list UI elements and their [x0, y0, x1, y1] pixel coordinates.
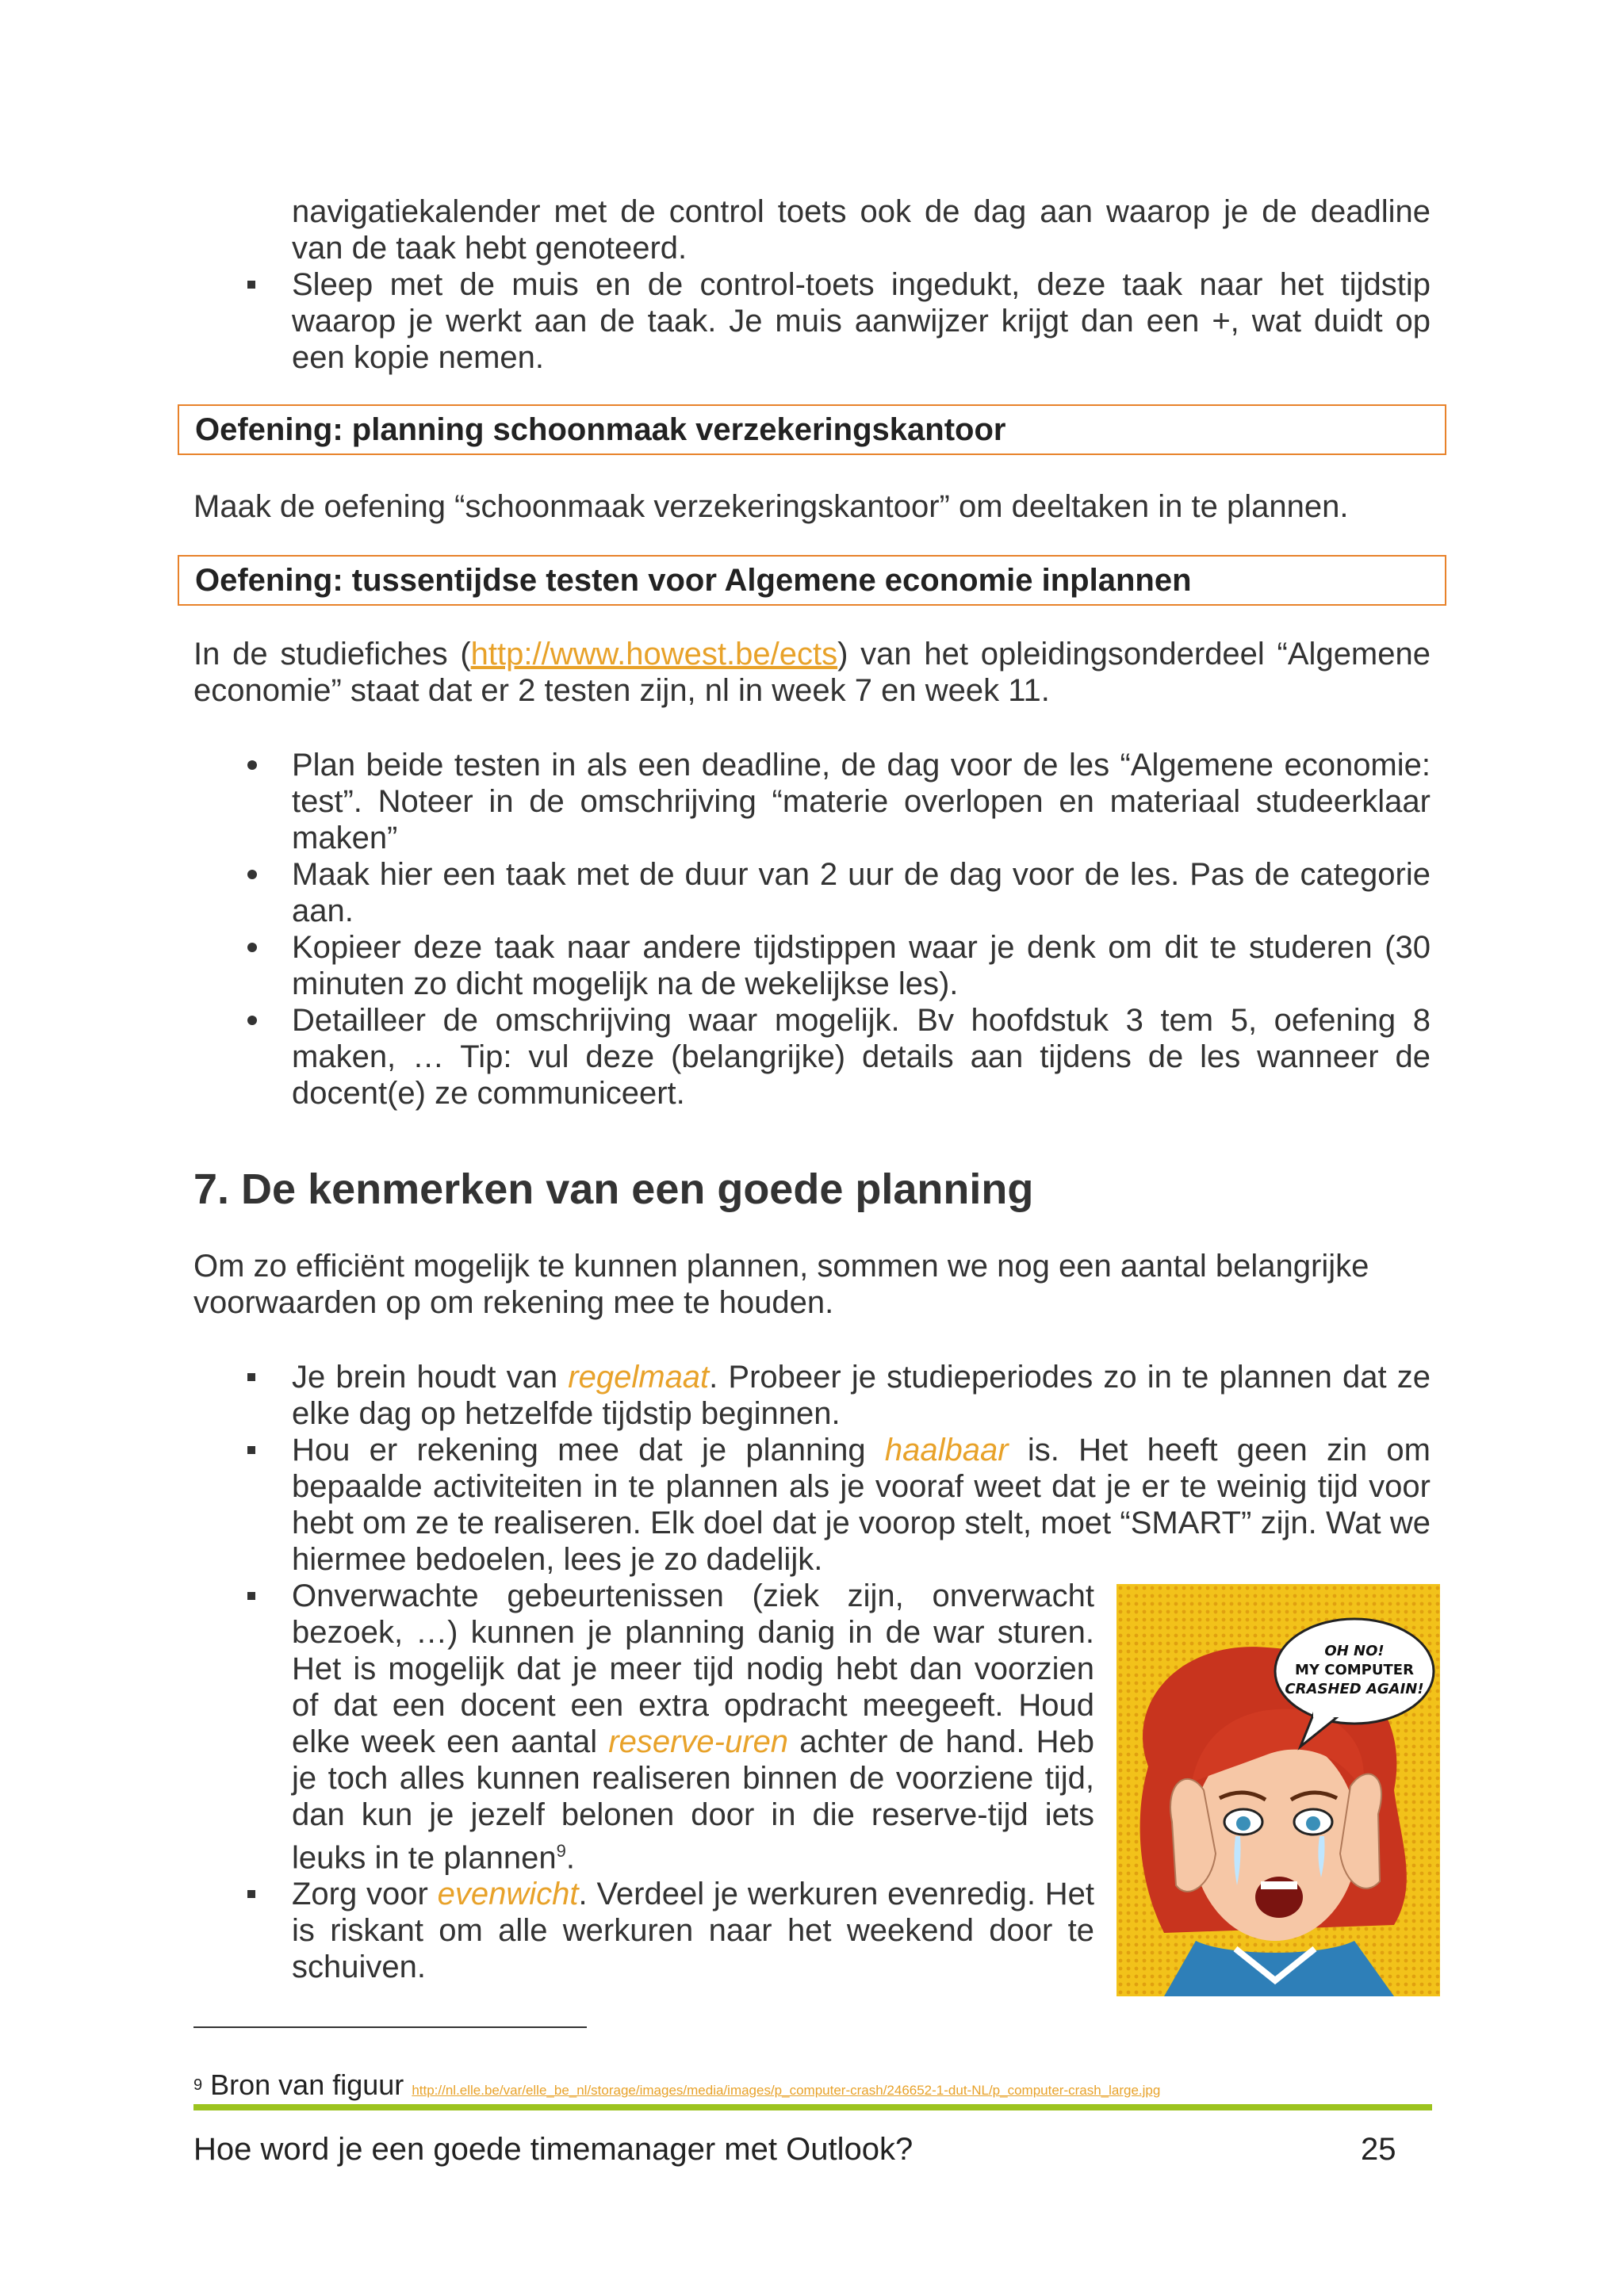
footnote-link[interactable]: http://nl.elle.be/var/elle_be_nl/storage/images/media/images/p_computer-crash/246652-1-dut-NL/p_computer-crash_large.jpg: [412, 2083, 1161, 2098]
section-intro: Om zo efficiënt mogelijk te kunnen plannen, sommen we nog een aantal belangrijke voorwaarden op om rekening mee te houden.: [193, 1249, 1369, 1320]
computer-crash-illustration: [1116, 1584, 1440, 1996]
section-list-narrow: [193, 1578, 1094, 1985]
list-item: Detailleer de omschrijving waar mogelijk. Bv hoofdstuk 3 tem 5, oefening 8 maken, … Tip: vul deze (belangrijke) details aan tijdens de les wanneer de docent(e) ze communiceert.: [193, 1002, 1431, 1112]
list-item: Onverwachte gebeurtenissen (ziek zijn, onverwacht bezoek, …) kunnen je planning danig in de war sturen. Het is mogelijk dat je meer tijd nodig hebt dan voorzien of dat een docent een extra opdracht meegeeft. Houd elke week een aantal reserve-uren achter de hand. Heb je toch alles kunnen realiseren binnen de voorziene tijd, dan kun je jezelf belonen door in die reserve-tijd iets leuks in te plannen$^9$.: [193, 1578, 1094, 1876]
list-item: Je brein houdt van regelmaat. Probeer je studieperiodes zo in te plannen dat ze elke dag op hetzelfde tijdstip beginnen.: [193, 1359, 1431, 1432]
section-list-wide: [193, 1359, 1431, 1578]
list-item: Hou er rekening mee dat je planning haalbaar is. Het heeft geen zin om bepaalde activiteiten in te plannen als je vooraf weet dat je er te weinig tijd voor hebt om ze te realiseren. Elk doel dat je voorop stelt, moet “SMART” zijn. Wat we hiermee bedoelen, lees je zo dadelijk.: [193, 1432, 1431, 1578]
list-item: Zorg voor evenwicht. Verdeel je werkuren evenredig. Het is riskant om alle werkuren naar het weekend door te schuiven.: [193, 1876, 1094, 1985]
top-list: [193, 193, 1431, 376]
bubble-line-3: CRASHED AGAIN!: [1285, 1681, 1424, 1697]
bubble-line-1: OH NO!: [1324, 1643, 1385, 1659]
section-heading: 7. De kenmerken van een goede planning: [193, 1165, 1034, 1213]
footer-bar: [193, 2104, 1432, 2110]
exercise-intro: In de studiefiches (http://www.howest.be/ects) van het opleidingsonderdeel “Algemene economie” staat dat er 2 testen zijn, nl in week 7 en week 11.: [193, 637, 1431, 708]
footnote-separator: [193, 2026, 587, 2028]
list-item: Plan beide testen in als een deadline, de dag voor de les “Algemene economie: test”. Noteer in de omschrijving “materie overlopen en materiaal studeerklaar maken”: [193, 747, 1431, 856]
list-item: navigatiekalender met de control toets ook de dag aan waarop je de deadline van de taak hebt genoteerd.: [292, 194, 1431, 266]
list-item: Kopieer deze taak naar andere tijdstippen waar je denk om dit te studeren (30 minuten zo dicht mogelijk na de wekelijkse les).: [193, 929, 1431, 1002]
exercise-title-box: Oefening: planning schoonmaak verzekeringskantoor: [178, 404, 1446, 455]
exercise-list: [193, 747, 1431, 1112]
bubble-line-2: MY COMPUTER: [1295, 1662, 1414, 1678]
footer-title: Hoe word je een goede timemanager met Outlook?: [193, 2132, 914, 2167]
page-number: 25: [1361, 2132, 1396, 2167]
exercise-body: Maak de oefening “schoonmaak verzekeringskantoor” om deeltaken in te plannen.: [193, 489, 1349, 524]
list-item: Maak hier een taak met de duur van 2 uur de dag voor de les. Pas de categorie aan.: [193, 856, 1431, 929]
exercise-title-box: Oefening: tussentijdse testen voor Algemene economie inplannen: [178, 555, 1446, 606]
list-item: Sleep met de muis en de control-toets ingedukt, deze taak naar het tijdstip waarop je werkt aan de taak. Je muis aanwijzer krijgt dan een +, wat duidt op een kopie nemen.: [193, 266, 1431, 376]
ects-link[interactable]: http://www.howest.be/ects: [470, 637, 838, 672]
footnote: $^9$ Bron van figuur http://nl.elle.be/var/elle_be_nl/storage/images/media/images/p_computer-crash/246652-1-dut-NL/p_computer-crash_large.jpg: [193, 2068, 1161, 2101]
